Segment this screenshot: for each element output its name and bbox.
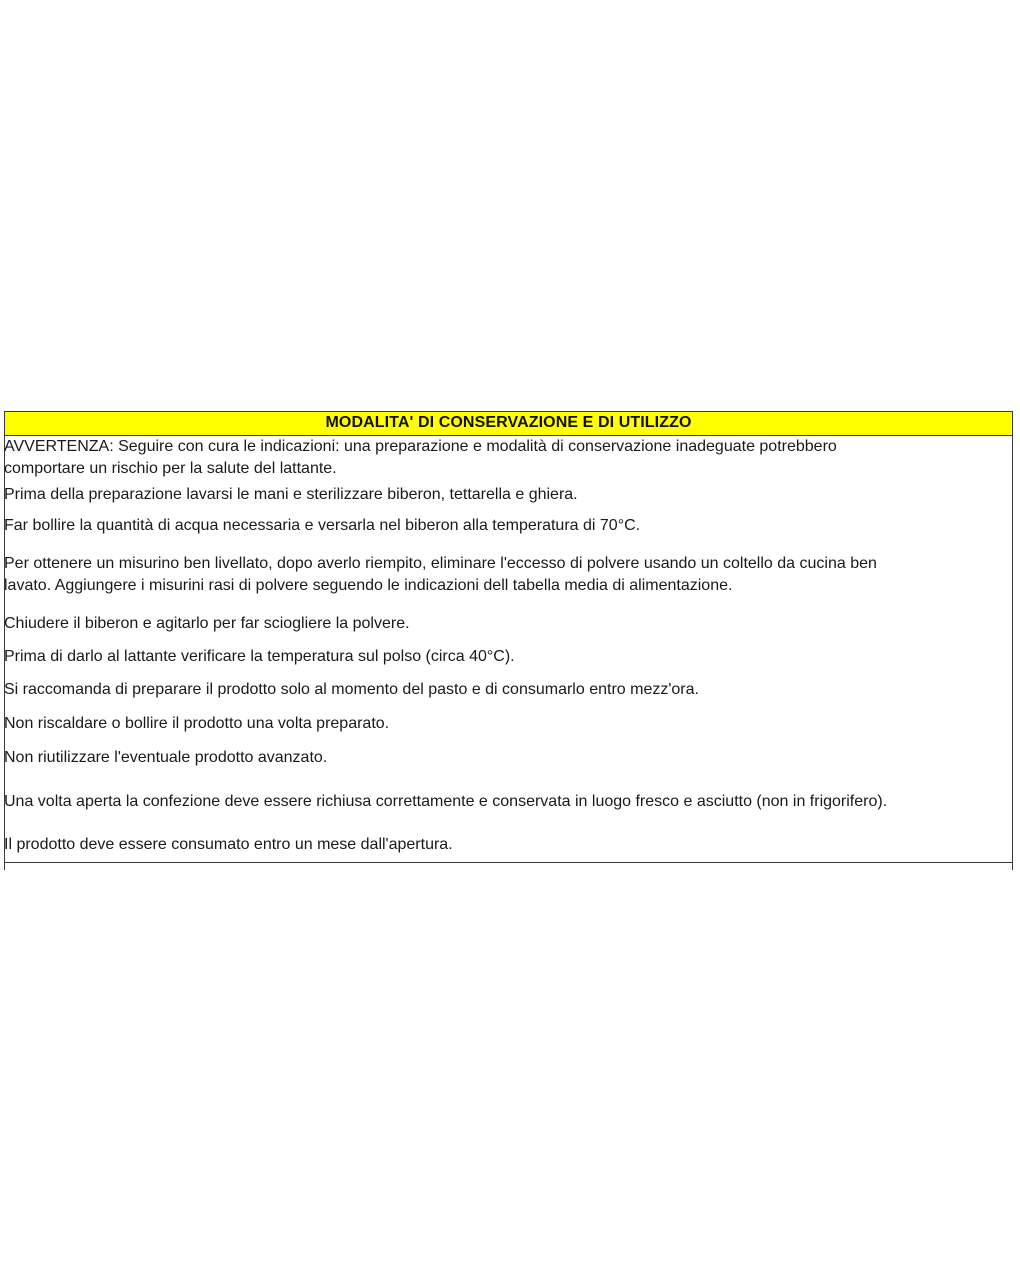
instruction-wash-hands: Prima della preparazione lavarsi le mani e sterilizzare biberon, tettarella e ghiera. xyxy=(4,486,578,503)
warning-line-2: comportare un rischio per la salute del lattante. xyxy=(4,460,337,477)
instruction-level-scoop-line-1: Per ottenere un misurino ben livellato, dopo averlo riempito, eliminare l'eccesso di polvere usando un coltello da cucina ben xyxy=(4,555,877,572)
instruction-consume-within-month: Il prodotto deve essere consumato entro un mese dall'apertura. xyxy=(4,836,453,853)
instruction-no-reheat: Non riscaldare o bollire il prodotto una volta preparato. xyxy=(4,715,390,732)
instruction-prepare-at-meal: Si raccomanda di preparare il prodotto solo al momento del pasto e di consumarlo entro mezz'ora. xyxy=(4,681,699,698)
instruction-level-scoop-line-2: lavato. Aggiungere i misurini rasi di polvere seguendo le indicazioni dell tabella media di alimentazione. xyxy=(4,577,733,594)
instruction-storage: Una volta aperta la confezione deve essere richiusa correttamente e conservata in luogo fresco e asciutto (non in frigorifero). xyxy=(4,793,888,810)
instruction-shake: Chiudere il biberon e agitarlo per far sciogliere la polvere. xyxy=(4,615,410,632)
instruction-check-temperature: Prima di darlo al lattante verificare la temperatura sul polso (circa 40°C). xyxy=(4,648,515,665)
warning-line-1: AVVERTENZA: Seguire con cura le indicazioni: una preparazione e modalità di conservazione inadeguate potrebbero xyxy=(4,438,837,455)
bottom-divider xyxy=(4,862,1013,863)
instruction-boil-water: Far bollire la quantità di acqua necessaria e versarla nel biberon alla temperatura di 70°C. xyxy=(4,517,641,534)
instruction-no-reuse: Non riutilizzare l'eventuale prodotto avanzato. xyxy=(4,749,328,766)
section-title: MODALITA' DI CONSERVAZIONE E DI UTILIZZO xyxy=(5,412,1012,436)
